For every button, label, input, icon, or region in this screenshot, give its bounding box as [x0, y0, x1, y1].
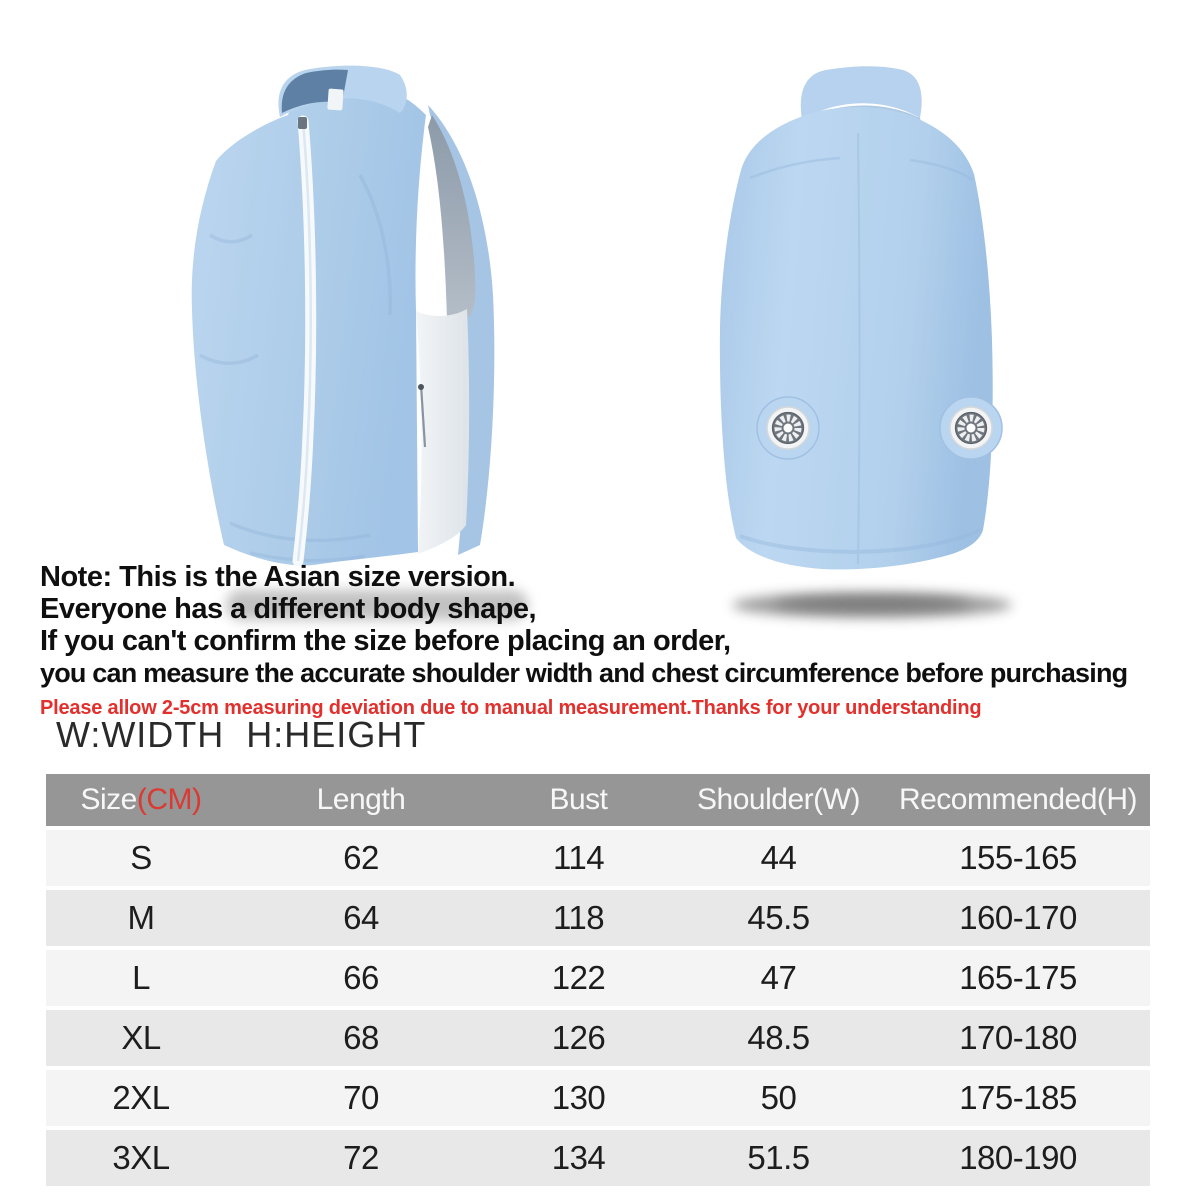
table-row-3xl — [46, 1130, 1150, 1186]
cell-length: 64 — [236, 890, 486, 946]
cell-bust: 122 — [486, 950, 671, 1006]
vest-back-shadow-core — [774, 597, 970, 611]
cell-shoulder: 50 — [671, 1070, 886, 1126]
note-line-2: Everyone has a different body shape, — [40, 593, 537, 625]
size-table — [46, 770, 1150, 1190]
cell-recommended: 155-165 — [886, 830, 1150, 886]
header-recommended: Recommended(H) — [886, 774, 1150, 826]
cell-recommended: 165-175 — [886, 950, 1150, 1006]
front-zipper-slider — [298, 117, 307, 129]
cell-bust: 134 — [486, 1130, 671, 1186]
cell-length: 70 — [236, 1070, 486, 1126]
header-size — [46, 774, 236, 826]
cell-bust: 118 — [486, 890, 671, 946]
cell-shoulder: 44 — [671, 830, 886, 886]
cell-recommended: 160-170 — [886, 890, 1150, 946]
cell-bust: 114 — [486, 830, 671, 886]
header-size-label: Size — [80, 783, 137, 816]
table-row-xl — [46, 1010, 1150, 1066]
cell-recommended: 180-190 — [886, 1130, 1150, 1186]
vest-back-image — [690, 58, 1025, 648]
cell-bust: 126 — [486, 1010, 671, 1066]
cell-shoulder: 47 — [671, 950, 886, 1006]
cell-shoulder: 51.5 — [671, 1130, 886, 1186]
cell-size: L — [46, 950, 236, 1006]
collar-tag — [327, 89, 343, 111]
table-row-m — [46, 890, 1150, 946]
header-bust: Bust — [486, 774, 671, 826]
cell-recommended: 175-185 — [886, 1070, 1150, 1126]
cell-size: M — [46, 890, 236, 946]
cell-size: 3XL — [46, 1130, 236, 1186]
header-length: Length — [236, 774, 486, 826]
cell-shoulder: 45.5 — [671, 890, 886, 946]
cell-shoulder: 48.5 — [671, 1010, 886, 1066]
table-row-s — [46, 830, 1150, 886]
pocket-zipper-pull — [418, 384, 424, 390]
note-line-4: you can measure the accurate shoulder width and chest circumference before purchasing — [40, 658, 1128, 688]
cell-recommended: 170-180 — [886, 1010, 1150, 1066]
cell-bust: 130 — [486, 1070, 671, 1126]
cell-length: 66 — [236, 950, 486, 1006]
vest-front-image — [170, 55, 500, 575]
cooling-fan-left — [757, 397, 819, 459]
note-line-1: Note: This is the Asian size version. — [40, 561, 516, 593]
header-size-unit: (CM) — [136, 783, 202, 816]
table-row-2xl — [46, 1070, 1150, 1126]
cell-size: XL — [46, 1010, 236, 1066]
table-row-l — [46, 950, 1150, 1006]
vest-back-body — [720, 107, 993, 569]
measurement-disclaimer: Please allow 2-5cm measuring deviation due to manual measurement.Thanks for your understanding — [40, 697, 982, 719]
cooling-fan-right — [940, 397, 1002, 459]
cell-length: 68 — [236, 1010, 486, 1066]
size-table-header-row — [46, 774, 1150, 826]
cell-length: 62 — [236, 830, 486, 886]
note-line-3: If you can't confirm the size before placing an order, — [40, 625, 731, 657]
header-shoulder: Shoulder(W) — [671, 774, 886, 826]
cell-size: S — [46, 830, 236, 886]
cell-length: 72 — [236, 1130, 486, 1186]
width-height-legend: W:WIDTH H:HEIGHT — [56, 714, 427, 755]
cell-size: 2XL — [46, 1070, 236, 1126]
